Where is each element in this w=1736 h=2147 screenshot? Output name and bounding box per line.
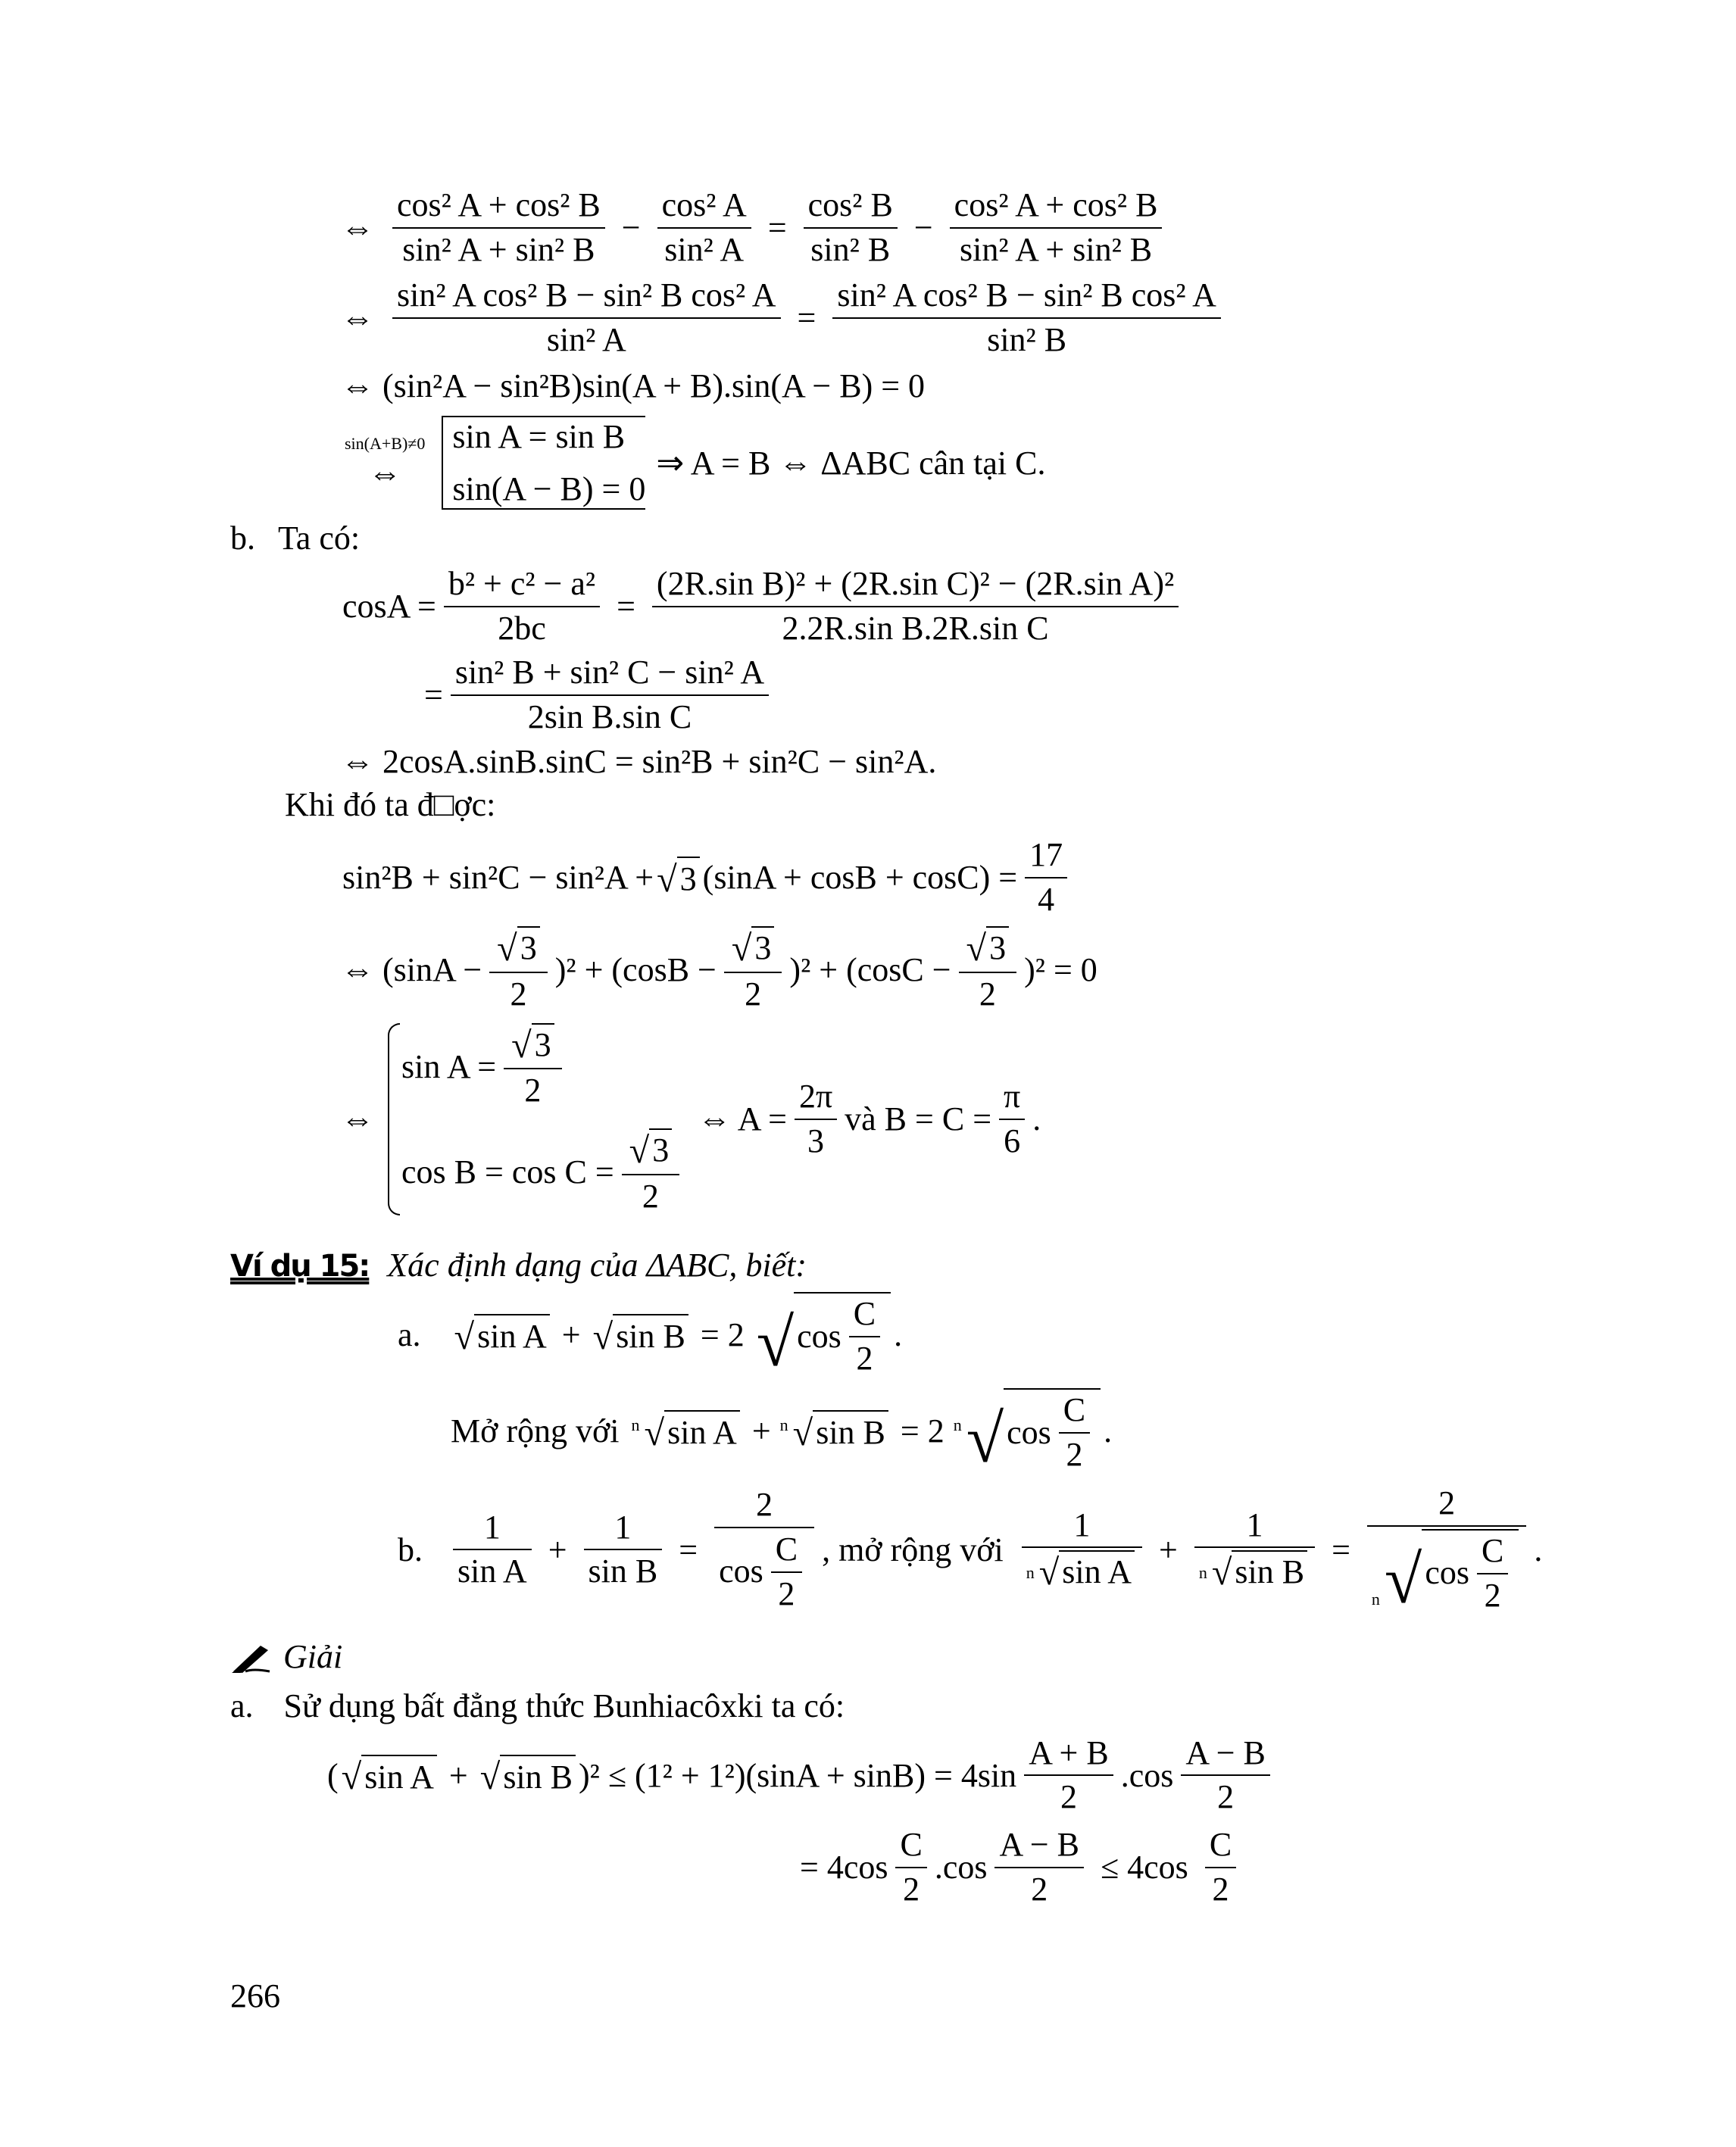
numerator [504,1023,562,1070]
fraction [1181,1734,1270,1817]
expression: ≤ 4cos [1101,1849,1188,1886]
radicand: 3 [517,926,540,968]
denominator: 2 [1212,1870,1229,1908]
numerator: sin² A cos² B − sin² B cos² A [392,276,781,319]
numerator: C [771,1531,802,1573]
root-index: n [1198,1563,1207,1583]
fraction [657,186,751,269]
solution-part-a [230,1687,845,1727]
expression: ⇔ (sinA − [341,951,482,989]
case-bracket [442,416,645,510]
case-brace [385,1023,687,1216]
radicand: 3 [649,1128,672,1170]
radicand [1004,1388,1101,1474]
numerator: sin² B + sin² C − sin² A [451,654,769,696]
expression: cos [1425,1554,1469,1592]
operator: + [561,1316,581,1354]
radical-sign: √ [1038,1553,1060,1593]
sqrt [480,1755,576,1796]
denominator: 2.2R.sin B.2R.sin C [782,609,1049,647]
numerator: sin² A cos² B − sin² B cos² A [832,276,1221,319]
expression: )² = 0 [1024,951,1097,989]
denominator: sin B [588,1553,658,1590]
radicand: 3 [532,1023,554,1065]
radicand [794,1292,891,1378]
denominator [714,1528,814,1613]
fraction [724,926,782,1013]
denominator: sin A [457,1553,527,1590]
denominator: 2 [642,1177,659,1215]
numerator: 2 [1367,1484,1526,1527]
pen-writing-icon [230,1641,273,1674]
fraction [1022,1506,1142,1593]
fraction [1024,1734,1113,1817]
numerator: (2R.sin B)² + (2R.sin C)² − (2R.sin A)² [652,565,1179,607]
equation-row-1 [341,186,1169,269]
numerator: 17 [1025,836,1067,878]
period: . [894,1316,903,1354]
operator: = [424,676,443,714]
radical-sign: √ [1211,1553,1232,1593]
radical-sign: √ [341,1757,362,1798]
fraction [895,1826,926,1908]
fraction [622,1128,680,1215]
case-item [401,1128,687,1215]
radicand: sin A [1059,1550,1135,1592]
denominator: 2 [745,975,762,1013]
sqrt [342,1755,437,1796]
denominator: 2 [1066,1435,1083,1473]
expression: )² ≤ (1² + 1²)(sinA + sinB) = 4sin [579,1756,1017,1794]
expression: cos B = cos C = [401,1153,614,1191]
denominator: 2 [979,975,996,1013]
radicand: sin B [500,1755,576,1796]
part-label: a. [398,1316,421,1354]
fraction [714,1486,814,1613]
solution-intro: Sử dụng bất đẳng thức Bunhiacôxki ta có: [283,1687,845,1724]
fraction [1194,1506,1315,1593]
expression: sin A = [401,1047,497,1085]
example-part-a [398,1292,903,1381]
radical-sign: √ [644,1412,665,1453]
numerator: cos² A + cos² B [950,186,1163,229]
example-part-b [398,1484,1543,1618]
radical-sign: √ [657,859,677,900]
denominator: 2 [1031,1870,1048,1908]
example-extension-a [451,1388,1113,1478]
root-index: n [953,1415,962,1434]
equation-squares [341,926,1097,1013]
equation-row-3: ⇔ (sin²A − sin²B)sin(A + B).sin(A − B) = 0 [341,367,926,405]
expression: sin²B + sin²C − sin²A + [342,859,654,897]
result-text: ⇒ A = B ⇔ ΔABC cân tại C. [656,444,1046,482]
numerator: 2π [795,1078,837,1120]
denominator: 2 [856,1339,873,1377]
nth-root [793,1410,888,1452]
operator: − [913,209,933,247]
denominator: 2bc [498,609,546,647]
fraction [849,1295,880,1378]
fraction [392,276,781,359]
numerator: 1 [1194,1506,1315,1549]
expression: )² + (cosB − [554,951,717,989]
fraction [994,1826,1084,1908]
nth-root [966,1388,1101,1478]
period: . [1104,1412,1113,1450]
root-index: n [779,1415,788,1434]
operator: + [548,1531,567,1568]
condition-label: sin(A+B)≠0 [345,433,426,453]
expression: cos [719,1553,763,1590]
denominator: 2 [1060,1778,1077,1816]
case-item: sin(A − B) = 0 [452,470,646,508]
denominator: 2 [524,1072,542,1109]
numerator: C [1205,1826,1236,1868]
fraction [1205,1826,1236,1908]
numerator [959,926,1017,973]
radical-sign: √ [479,1757,501,1798]
example-label: Ví dụ 15: [230,1248,370,1284]
equivalence-symbol: ⇔ [368,454,402,492]
radical-sign: √ [511,1025,532,1066]
period: . [1534,1531,1543,1568]
denominator [1022,1548,1142,1593]
operator: = 2 [900,1412,944,1450]
numerator [724,926,782,973]
numerator: 2 [714,1486,814,1528]
fraction [392,186,605,269]
radical-sign: √ [966,1402,1004,1478]
radical-sign: √ [966,928,987,969]
equation-given [342,836,1075,919]
equation-row-4 [345,416,1045,510]
page-number: 266 [230,1977,280,2015]
expression: (sinA + cosB + cosC) = [702,859,1018,897]
equation-row-2 [341,276,1229,359]
denominator: 6 [1004,1122,1021,1159]
radical-sign: √ [731,928,752,969]
fraction [959,926,1017,1013]
radical-sign: √ [1384,1543,1422,1618]
fraction [1025,836,1067,919]
operator: = [1332,1531,1350,1568]
solution-inequality-1 [327,1734,1278,1817]
equation-system [341,1023,1041,1216]
numerator: C [1477,1532,1508,1574]
part-label: b. [230,520,255,557]
fraction [444,565,600,648]
nth-root [645,1410,740,1452]
fraction [1059,1391,1090,1474]
page-content [0,186,1736,2017]
radical-sign: √ [792,1412,813,1453]
operator: = [767,209,787,247]
radicand: sin B [613,1314,688,1356]
numerator [489,926,548,973]
part-label: b. [398,1531,423,1568]
example-statement: Xác định dạng của ΔABC, biết: [387,1247,807,1284]
expression: , mở rộng với [822,1531,1004,1568]
denominator: 2 [510,975,527,1013]
numerator: b² + c² − a² [444,565,600,607]
denominator: sin² A + sin² B [959,230,1153,268]
numerator: 1 [453,1509,532,1551]
fraction [489,926,548,1013]
operator: + [751,1412,771,1450]
radical-sign: √ [629,1131,650,1172]
denominator: 2 [1217,1778,1235,1816]
equation-product: ⇔ 2cosA.sinB.sinC = sin²B + sin²C − sin²A. [341,743,937,781]
radical-sign: √ [756,1306,795,1381]
case-item [401,1023,687,1110]
part-label: a. [230,1687,254,1724]
part-intro: Ta có: [278,520,361,557]
operator: = [617,588,635,626]
denominator: sin² A + sin² B [402,230,595,268]
numerator: π [999,1078,1025,1120]
expression: )² + (cosC − [789,951,951,989]
operator: = 2 [700,1316,745,1354]
numerator: cos² B [804,186,898,229]
fraction [999,1078,1025,1160]
radical-sign: √ [592,1316,614,1357]
expression: .cos [934,1849,988,1886]
operator: = [797,299,816,337]
denominator: sin² A [546,320,626,358]
denominator: sin² B [810,230,891,268]
radicand: sin A [361,1755,437,1796]
equation-cosA-2 [424,654,776,736]
operator: + [448,1756,468,1794]
denominator: 4 [1038,880,1055,918]
expression: Mở rộng với [451,1412,620,1450]
denominator: 2sin B.sin C [527,697,692,735]
solution-inequality-2 [800,1826,1244,1908]
sqrt [593,1314,688,1356]
numerator: C [895,1826,926,1868]
numerator: A − B [1181,1734,1270,1777]
denominator: sin² A [664,230,745,268]
root-index: n [1371,1589,1380,1609]
operator: + [1158,1531,1178,1568]
example-heading [230,1246,807,1286]
denominator: 3 [807,1122,825,1159]
radical-sign: √ [497,928,517,969]
denominator: 2 [1484,1576,1501,1614]
solution-title: Giải [283,1638,343,1676]
equation-cosA [342,565,1186,648]
then-text: Khi đó ta đ□ợc: [285,786,496,824]
fraction [950,186,1163,269]
equivalence-symbol: ⇔ [341,299,374,337]
numerator: 1 [584,1509,663,1551]
sqrt [657,857,700,898]
numerator: cos² A + cos² B [392,186,605,229]
fraction [1477,1532,1508,1615]
equivalence-symbol: ⇔ [341,209,374,247]
fraction [584,1509,663,1591]
sqrt [454,1314,550,1356]
radicand: sin B [813,1410,888,1452]
expression: ( [327,1756,339,1794]
denominator: 2 [778,1574,795,1612]
numerator: cos² A [657,186,751,229]
root-index: n [631,1415,640,1434]
equivalence-symbol: ⇔ [341,1100,374,1138]
radicand: 3 [677,857,700,898]
expression: cos [797,1318,841,1356]
numerator: A + B [1024,1734,1113,1777]
case-item: sin A = sin B [452,418,626,456]
lhs: cosA = [342,588,436,626]
fraction [453,1509,532,1591]
denominator [1367,1527,1526,1618]
operator: − [621,209,641,247]
expression: = 4cos [800,1849,888,1886]
period: . [1032,1100,1041,1138]
fraction [1367,1484,1526,1618]
conditional-equivalence [345,434,425,492]
root-index: n [1026,1563,1035,1583]
fraction [832,276,1221,359]
numerator: A − B [994,1826,1084,1868]
part-b-heading [230,519,360,559]
expression: cos [1007,1414,1051,1452]
solution-heading [230,1637,342,1677]
numerator: 1 [1022,1506,1142,1549]
radicand: 3 [986,926,1009,968]
radicand: sin B [1232,1550,1307,1592]
fraction [504,1023,562,1110]
radicand [1422,1529,1519,1615]
expression: .cos [1120,1756,1174,1794]
numerator [622,1128,680,1175]
fraction [451,654,769,736]
denominator: 2 [903,1870,920,1908]
fraction [795,1078,837,1160]
fraction [771,1531,802,1613]
denominator [1194,1548,1315,1593]
fraction [804,186,898,269]
sqrt [756,1292,891,1381]
radicand: sin A [664,1410,740,1452]
radicand: 3 [751,926,774,968]
operator: = [679,1531,698,1568]
numerator: C [1059,1391,1090,1434]
denominator: sin² B [987,320,1067,358]
expression: ⇔ A = [698,1100,787,1138]
radicand: sin A [474,1314,550,1356]
fraction [652,565,1179,648]
radical-sign: √ [454,1316,475,1357]
numerator: C [849,1295,880,1337]
expression: và B = C = [845,1100,992,1138]
